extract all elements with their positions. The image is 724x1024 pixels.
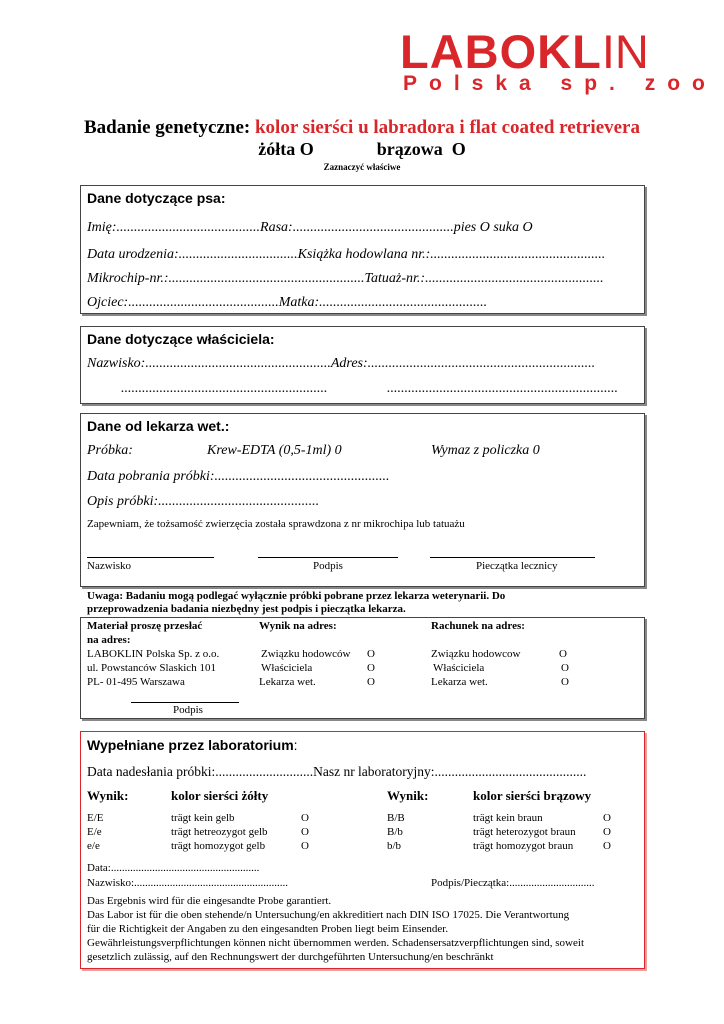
brown-row-checkbox[interactable]: O xyxy=(603,840,611,852)
invoice-opt-club[interactable]: Związku hodowcow xyxy=(431,648,521,660)
vet-stamp-caption: Pieczątka lecznicy xyxy=(476,560,558,572)
lab-note-1: Das Ergebnis wird für die eingesandte Probe garantiert. xyxy=(87,895,332,907)
shipping-signature-line xyxy=(131,702,239,703)
shipping-section xyxy=(80,617,645,719)
yellow-row-checkbox[interactable]: O xyxy=(301,840,309,852)
shipping-signature-caption: Podpis xyxy=(173,704,203,716)
yellow-row-desc: trägt homozygot gelb xyxy=(171,840,266,852)
page-title xyxy=(0,117,724,139)
yellow-result-label: Wynik: xyxy=(87,788,129,803)
invoice-address-heading: Rachunek na adres: xyxy=(431,620,525,632)
option-yellow[interactable]: żółta O xyxy=(258,139,314,159)
brown-result-label: Wynik: xyxy=(387,788,429,803)
vet-stamp-line xyxy=(430,557,595,558)
dog-data-section xyxy=(80,185,645,314)
owner-data-section xyxy=(80,326,645,404)
yellow-row-code: E/E xyxy=(87,812,104,824)
lab-address-3: PL- 01-495 Warszawa xyxy=(87,676,185,688)
color-options xyxy=(0,139,724,160)
lab-date-field[interactable]: Data:...................................................... xyxy=(87,862,260,874)
dog-data-heading: Dane dotyczące psa: xyxy=(87,190,226,206)
laboratory-heading-text: Wypełniane przez laboratorium xyxy=(87,737,294,753)
laboklin-logo xyxy=(400,25,649,78)
brown-row-code: b/b xyxy=(387,840,402,852)
logo-bold-text: LABOKL xyxy=(400,25,602,78)
brown-result-title: kolor sierści brązowy xyxy=(473,788,592,803)
lab-address-2: ul. Powstanców Slaskich 101 xyxy=(87,662,216,674)
result-club-checkbox[interactable]: O xyxy=(367,648,375,660)
result-opt-owner[interactable]: Właściciela xyxy=(261,662,313,674)
microchip-tattoo-line[interactable]: Mikrochip-nr.:........................................................Tatuaż-nr.:................................................... xyxy=(87,271,604,286)
invoice-owner-checkbox[interactable]: O xyxy=(561,662,569,674)
vet-name-caption: Nazwisko xyxy=(87,560,131,572)
laboratory-heading xyxy=(87,737,298,753)
vet-data-section xyxy=(80,413,645,587)
sample-label: Próbka: xyxy=(87,443,133,458)
result-vet-checkbox[interactable]: O xyxy=(367,676,375,688)
result-owner-checkbox[interactable]: O xyxy=(367,662,375,674)
sample-edta-option[interactable]: Krew-EDTA (0,5-1ml) 0 xyxy=(207,443,342,458)
lab-signature-stamp-field[interactable]: Podpis/Pieczątka:............................... xyxy=(431,877,595,889)
lab-note-3: für die Richtigkeit der Angaben zu den eingesandten Proben liegt beim Einsender. xyxy=(87,923,449,935)
brown-row-desc: trägt homozygot braun xyxy=(473,840,574,852)
owner-name-continuation[interactable]: ........................................................... xyxy=(121,381,328,396)
owner-address-continuation[interactable]: .................................................................. xyxy=(387,381,618,396)
yellow-row-desc: trägt kein gelb xyxy=(171,812,235,824)
yellow-row-code: E/e xyxy=(87,826,102,838)
selection-hint: Zaznaczyć właściwe xyxy=(323,162,401,172)
yellow-row-desc: trägt hetreozygot gelb xyxy=(171,826,268,838)
result-opt-vet[interactable]: Lekarza wet. xyxy=(259,676,316,688)
brown-row-code: B/B xyxy=(387,812,405,824)
invoice-opt-owner[interactable]: Właściciela xyxy=(433,662,485,674)
warning-line-2: przeprowadzenia badania niezbędny jest podpis i pieczątka lekarza. xyxy=(87,603,406,615)
invoice-opt-vet[interactable]: Lekarza wet. xyxy=(431,676,488,688)
title-prefix: Badanie genetyczne: xyxy=(84,117,255,138)
laboratory-heading-colon: : xyxy=(293,737,298,753)
sire-dam-line[interactable]: Ojciec:...........................................Matka:................................................ xyxy=(87,295,488,310)
vet-signature-caption: Podpis xyxy=(313,560,343,572)
dog-name-breed-sex-line[interactable]: Imię:.........................................Rasa:..............................................pies O suka O xyxy=(87,220,533,235)
logo-subtitle: Polska sp. zoo xyxy=(403,72,717,95)
brown-row-desc: trägt kein braun xyxy=(473,812,543,824)
brown-row-code: B/b xyxy=(387,826,403,838)
owner-name-address-line[interactable]: Nazwisko:.....................................................Adres:................................................................. xyxy=(87,356,596,371)
logo-thin-text: IN xyxy=(601,25,649,78)
birth-date-studbook-line[interactable]: Data urodzenia:..................................Książka hodowlana nr.:.................................................. xyxy=(87,247,606,262)
identity-assurance-text: Zapewniam, że tożsamość zwierzęcia została sprawdzona z nr mikrochipa lub tatuażu xyxy=(87,518,465,530)
lab-name-field[interactable]: Nazwisko:........................................................ xyxy=(87,877,289,889)
title-subject: kolor sierści u labradora i flat coated retrievera xyxy=(254,117,640,138)
brown-row-checkbox[interactable]: O xyxy=(603,826,611,838)
send-heading: Materiał proszę przesłać xyxy=(87,620,203,632)
invoice-club-checkbox[interactable]: O xyxy=(559,648,567,660)
received-date-lab-number[interactable]: Data nadesłania próbki:.............................Nasz nr laboratoryjny:............................................. xyxy=(87,764,587,779)
yellow-row-code: e/e xyxy=(87,840,100,852)
owner-data-heading: Dane dotyczące właściciela: xyxy=(87,331,275,347)
brown-row-checkbox[interactable]: O xyxy=(603,812,611,824)
lab-note-2: Das Labor ist für die oben stehende/n Untersuchung/en akkreditiert nach DIN ISO 17025. Die Verantwortung xyxy=(87,909,570,921)
result-address-heading: Wynik na adres: xyxy=(259,620,337,632)
lab-address-1: LABOKLIN Polska Sp. z o.o. xyxy=(87,648,220,660)
sample-description-field[interactable]: Opis próbki:.............................................. xyxy=(87,494,320,509)
send-heading-2: na adres: xyxy=(87,634,131,646)
lab-note-5: gesetzlich zulässig, auf den Rechnungswert der durchgeführten Untersuchung/en beschränkt xyxy=(87,951,494,963)
brown-row-desc: trägt heterozygot braun xyxy=(473,826,576,838)
invoice-vet-checkbox[interactable]: O xyxy=(561,676,569,688)
vet-name-line xyxy=(87,557,214,558)
warning-line-1: Uwaga: Badaniu mogą podlegać wyłącznie próbki pobrane przez lekarza weterynarii. Do xyxy=(87,590,506,602)
collection-date-field[interactable]: Data pobrania próbki:.................................................. xyxy=(87,469,390,484)
yellow-result-title: kolor sierści żółty xyxy=(171,788,269,803)
yellow-row-checkbox[interactable]: O xyxy=(301,826,309,838)
laboratory-section xyxy=(80,731,645,969)
result-opt-club[interactable]: Związku hodowców xyxy=(261,648,351,660)
lab-note-4: Gewährleistungsverpflichtungen können nicht übernommen werden. Schadensersatzverpflichtungen sind, soweit xyxy=(87,937,584,949)
vet-signature-line xyxy=(258,557,398,558)
vet-data-heading: Dane od lekarza wet.: xyxy=(87,418,230,434)
yellow-row-checkbox[interactable]: O xyxy=(301,812,309,824)
option-brown[interactable]: brązowa O xyxy=(376,139,466,159)
sample-swab-option[interactable]: Wymaz z policzka 0 xyxy=(431,443,540,458)
